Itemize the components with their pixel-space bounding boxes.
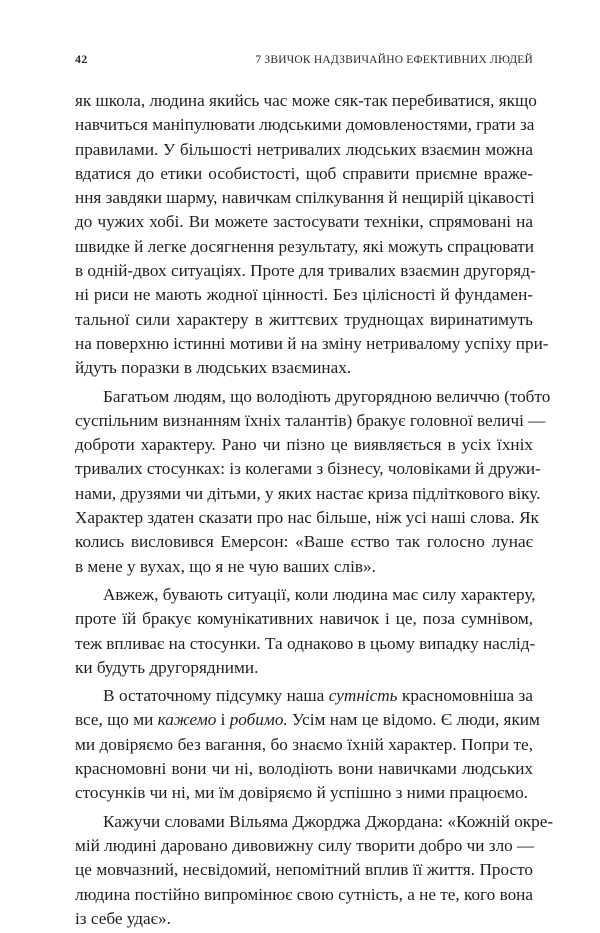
text-line: нами, друзями чи дітьми, у яких настає криза підліткового віку. xyxy=(75,483,541,503)
page-header xyxy=(75,52,533,67)
text-line: тривалих стосунках: із колегами з бізнесу, чоловіками й дружи- xyxy=(75,459,541,479)
text-line: тальної сили характеру в життєвих труднощах виринатимуть xyxy=(75,309,533,329)
paragraph-5 xyxy=(75,810,554,931)
text-line xyxy=(75,708,540,732)
running-title: 7 ЗВИЧОК НАДЗВИЧАЙНО ЕФЕКТИВНИХ ЛЮДЕЙ xyxy=(255,54,533,66)
paragraph-3 xyxy=(75,583,536,680)
text-line: людина постійно випромінює свою сутність, а не те, кого вона xyxy=(75,884,533,904)
text-line: ки будуть другорядними. xyxy=(75,657,259,677)
text-run: красномовніша за xyxy=(397,686,533,706)
text-line: теж впливає на стосунки. Та однаково в цьому випадку наслід- xyxy=(75,633,536,653)
text-line: на поверхню істинні мотиви й на зміну нетривалому успіху при- xyxy=(75,333,549,353)
text-line: Авжеж, бувають ситуації, коли людина має силу характеру, xyxy=(103,584,536,604)
text-line: Характер здатен сказати про нас більше, ніж усі наші слова. Як xyxy=(75,508,539,528)
page-number: 42 xyxy=(75,52,88,66)
text-line: це мовчазний, несвідомий, непомітний вплив її життя. Просто xyxy=(75,860,533,880)
paragraph-4 xyxy=(75,684,540,805)
text-line: із себе удає». xyxy=(75,908,171,928)
paragraph-2 xyxy=(75,385,551,579)
italic-text: сутність xyxy=(328,686,398,706)
text-line: вдатися до етики особистості, щоб справити приємне враже- xyxy=(75,163,533,183)
text-line: ні риси не мають жодної цінності. Без цілісності й фундамен- xyxy=(75,285,533,305)
text-line: красномовні вони чи ні, володіють вони навичками людських xyxy=(75,759,533,779)
text-line: в одній-двох ситуаціях. Проте для тривалих взаємин другоряд- xyxy=(75,261,536,281)
text-line: суспільним визнанням їхніх талантів) бракує головної величі — xyxy=(75,410,546,430)
text-line: як школа, людина якийсь час може сяк-так перебиватися, якщо xyxy=(75,91,537,110)
text-line: навчиться маніпулювати людськими домовленостями, грати за xyxy=(75,115,535,135)
text-line: Кажучи словами Вільяма Джорджа Джордана: «Кожній окре- xyxy=(103,811,554,831)
text-line: ми довіряємо без вагання, бо знаємо їхній характер. Попри те, xyxy=(75,734,533,754)
text-run: і xyxy=(216,710,230,730)
text-line: швидке й легке досягнення результату, які можуть спрацювати xyxy=(75,236,534,256)
text-line xyxy=(75,684,533,708)
text-line: Багатьом людям, що володіють другорядною величчю (тобто xyxy=(103,386,551,406)
text-line: правилами. У більшості нетривалих людських взаємин можна xyxy=(75,139,533,159)
text-line: йдуть поразки в людських взаєминах. xyxy=(75,358,352,378)
text-line: мій людині даровано дивовижну силу творити добро чи зло — xyxy=(75,835,535,855)
paragraph-1 xyxy=(75,89,549,381)
text-run: все, що ми xyxy=(75,710,158,730)
italic-text: кажемо xyxy=(157,710,217,730)
italic-text: робимо. xyxy=(229,710,288,730)
text-line: в мене у вухах, що я не чую ваших слів». xyxy=(75,556,376,576)
text-line: ння завдяки шарму, навичкам спілкування й нещирій цікавості xyxy=(75,188,535,208)
text-run: Усім нам це відомо. Є люди, яким xyxy=(287,710,540,730)
text-line: проте їй бракує комунікативних навичок і це, поза сумнівом, xyxy=(75,609,533,629)
text-line: колись висловився Емерсон: «Ваше єство так голосно лунає xyxy=(75,532,533,552)
text-line: доброти характеру. Рано чи пізно це виявляється в усіх їхніх xyxy=(75,435,533,455)
page-body xyxy=(75,89,554,933)
text-line: стосунків чи ні, ми їм довіряємо й успішно з ними працюємо. xyxy=(75,783,529,803)
text-run: В остаточному підсумку наша xyxy=(103,686,329,706)
text-line: до чужих хобі. Ви можете застосувати техніки, спрямовані на xyxy=(75,212,533,232)
